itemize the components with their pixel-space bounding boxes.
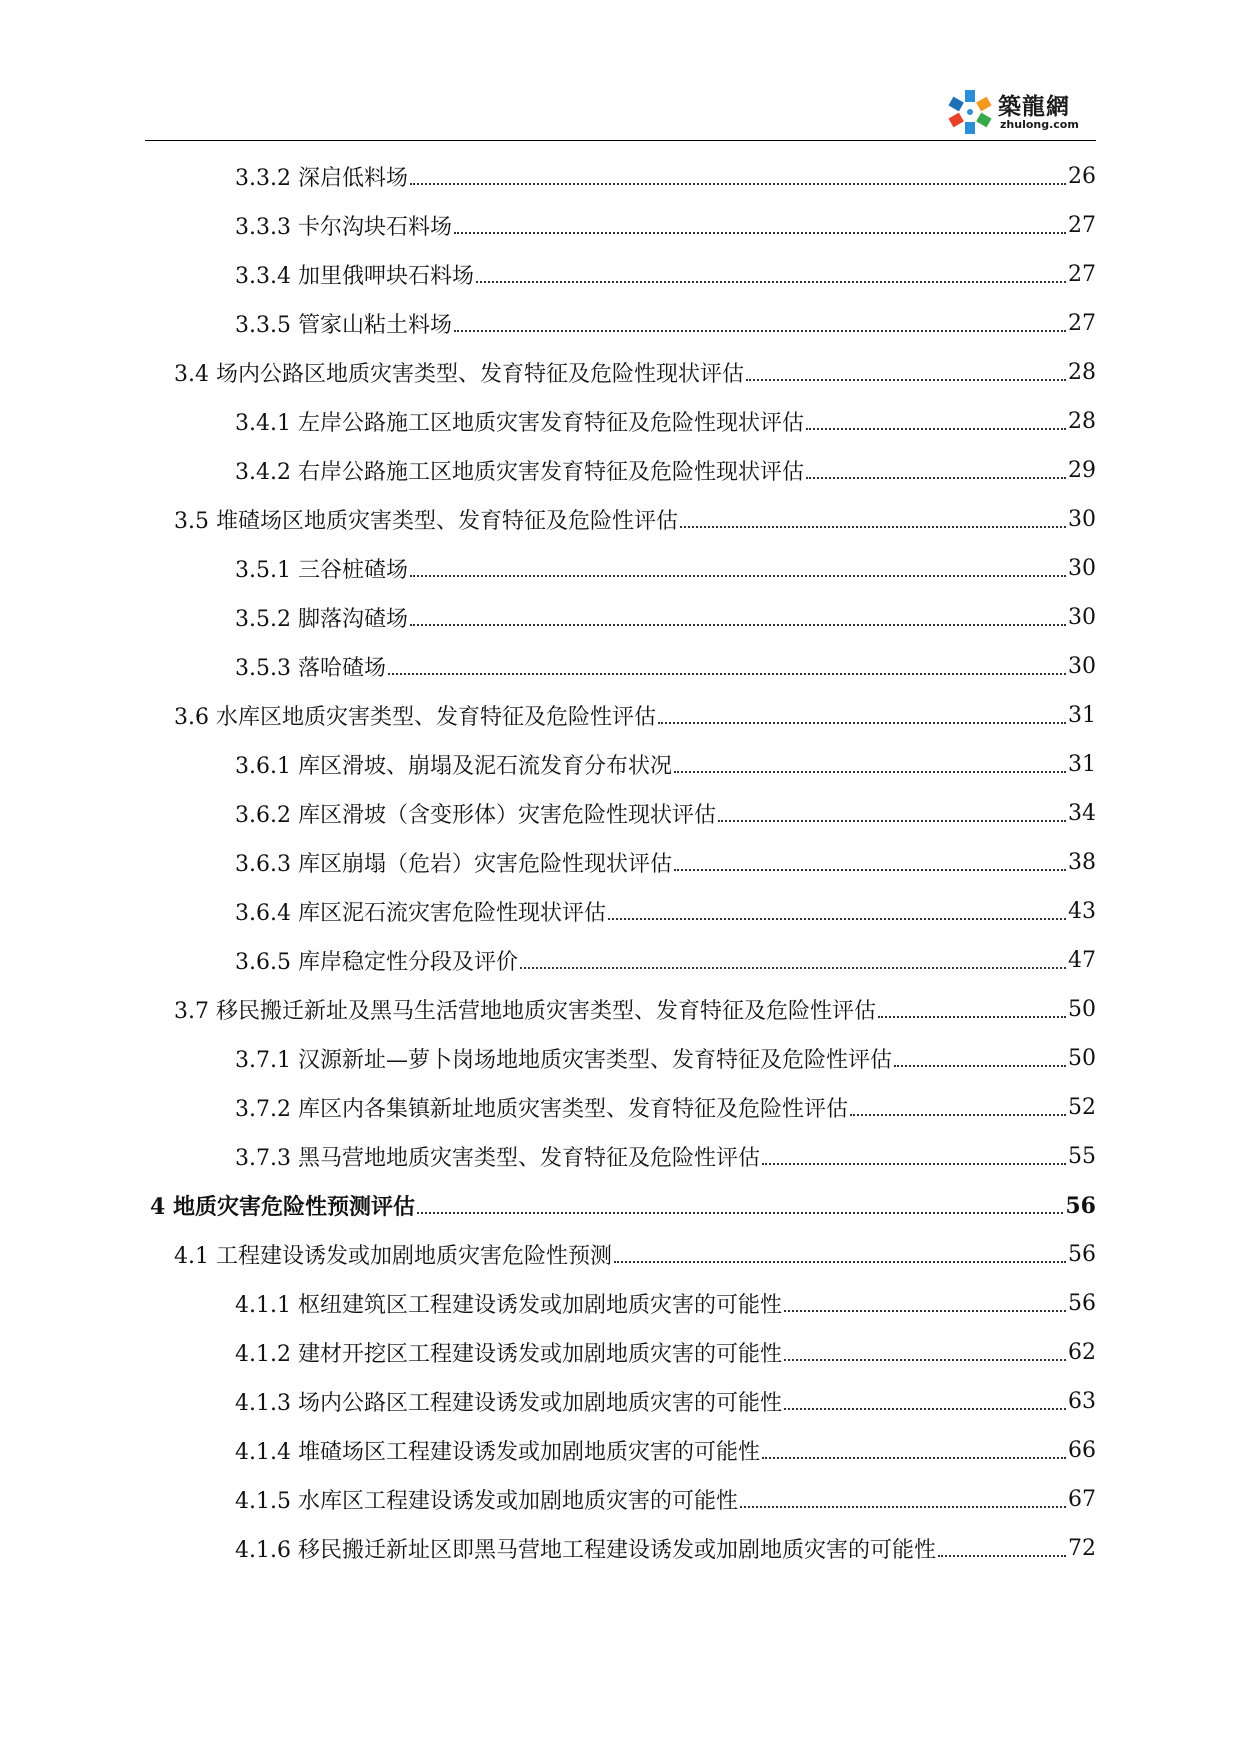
toc-entry-title: 3.6.5 库岸稳定性分段及评价 [235, 950, 518, 975]
toc-entry[interactable] [145, 887, 1096, 936]
toc-entry-page-number: 31 [1068, 752, 1096, 777]
toc-entry-page-number: 27 [1068, 213, 1096, 238]
dot-leader [806, 477, 1066, 479]
toc-entry-page-number: 30 [1068, 507, 1096, 532]
dot-leader [674, 771, 1066, 773]
toc-entry[interactable] [145, 1083, 1096, 1132]
dot-leader [784, 1359, 1066, 1361]
toc-entry-title: 3.6.1 库区滑坡、崩塌及泥石流发育分布状况 [235, 754, 672, 779]
toc-entry-title: 3.5.3 落哈碴场 [235, 656, 386, 681]
logo-domain-text: zhulong.com [1000, 118, 1079, 131]
dot-leader [784, 1310, 1066, 1312]
toc-entry-page-number: 31 [1068, 703, 1096, 728]
toc-entry-title: 3.6.4 库区泥石流灾害危险性现状评估 [235, 901, 606, 926]
dot-leader [454, 232, 1066, 234]
toc-entry[interactable] [145, 642, 1096, 691]
toc-entry-title: 3.4.2 右岸公路施工区地质灾害发育特征及危险性现状评估 [235, 460, 804, 485]
toc-entry-title: 3.5 堆碴场区地质灾害类型、发育特征及危险性评估 [174, 509, 678, 534]
toc-entry-page-number: 38 [1068, 850, 1096, 875]
dot-leader [417, 1212, 1063, 1214]
toc-entry-title: 4.1.4 堆碴场区工程建设诱发或加剧地质灾害的可能性 [235, 1440, 760, 1465]
toc-entry-page-number: 56 [1068, 1242, 1096, 1267]
toc-entry[interactable] [145, 789, 1096, 838]
toc-entry-title: 3.7.1 汉源新址—萝卜岗场地地质灾害类型、发育特征及危险性评估 [235, 1048, 892, 1073]
toc-entry[interactable] [145, 250, 1096, 299]
toc-entry-page-number: 27 [1068, 311, 1096, 336]
toc-entry-page-number: 30 [1068, 605, 1096, 630]
toc-entry-title: 4.1.5 水库区工程建设诱发或加剧地质灾害的可能性 [235, 1489, 738, 1514]
toc-entry-page-number: 28 [1068, 409, 1096, 434]
toc-entry-page-number: 29 [1068, 458, 1096, 483]
dot-leader [658, 722, 1066, 724]
zhulong-logo[interactable] [946, 86, 1096, 136]
dot-leader [762, 1457, 1066, 1459]
toc-entry-page-number: 27 [1068, 262, 1096, 287]
toc-entry[interactable] [145, 1426, 1096, 1475]
dot-leader [454, 330, 1066, 332]
dot-leader [894, 1065, 1066, 1067]
page-header [145, 0, 1096, 142]
dot-leader [410, 575, 1066, 577]
dot-leader [850, 1114, 1066, 1116]
toc-entry-page-number: 43 [1068, 899, 1096, 924]
toc-entry-page-number: 30 [1068, 654, 1096, 679]
toc-entry-title: 4.1.3 场内公路区工程建设诱发或加剧地质灾害的可能性 [235, 1391, 782, 1416]
dot-leader [784, 1408, 1066, 1410]
toc-entry[interactable] [145, 397, 1096, 446]
toc-entry[interactable] [145, 1034, 1096, 1083]
dot-leader [614, 1261, 1066, 1263]
toc-entry-title: 3.7.3 黑马营地地质灾害类型、发育特征及危险性评估 [235, 1146, 760, 1171]
toc-entry-page-number: 66 [1068, 1438, 1096, 1463]
toc-entry[interactable] [145, 1230, 1096, 1279]
toc-entry[interactable] [145, 544, 1096, 593]
toc-entry-page-number: 62 [1068, 1340, 1096, 1365]
toc-entry[interactable] [145, 1279, 1096, 1328]
toc-entry-title: 3.6.2 库区滑坡（含变形体）灾害危险性现状评估 [235, 803, 716, 828]
dot-leader [938, 1555, 1066, 1557]
toc-entry[interactable] [145, 495, 1096, 544]
dot-leader [410, 183, 1066, 185]
dot-leader [520, 967, 1066, 969]
dot-leader [410, 624, 1066, 626]
snowflake-logo-icon [946, 88, 994, 136]
toc-entry[interactable] [145, 1524, 1096, 1573]
toc-entry[interactable] [145, 348, 1096, 397]
toc-entry[interactable] [145, 1377, 1096, 1426]
toc-entry-title: 3.5.2 脚落沟碴场 [235, 607, 408, 632]
toc-entry-title: 4 地质灾害危险性预测评估 [150, 1194, 415, 1220]
toc-entry-title: 3.5.1 三谷桩碴场 [235, 558, 408, 583]
toc-entry[interactable] [145, 985, 1096, 1034]
toc-entry[interactable] [145, 1132, 1096, 1181]
toc-entry[interactable] [145, 593, 1096, 642]
toc-entry-page-number: 55 [1068, 1144, 1096, 1169]
toc-entry-title: 3.4 场内公路区地质灾害类型、发育特征及危险性现状评估 [174, 362, 744, 387]
toc-entry-page-number: 30 [1068, 556, 1096, 581]
table-of-contents [145, 152, 1096, 1573]
toc-entry-page-number: 28 [1068, 360, 1096, 385]
toc-entry[interactable] [145, 299, 1096, 348]
toc-entry[interactable] [145, 446, 1096, 495]
toc-entry-title: 4.1.6 移民搬迁新址区即黑马营地工程建设诱发或加剧地质灾害的可能性 [235, 1538, 936, 1563]
toc-entry[interactable] [145, 1328, 1096, 1377]
dot-leader [680, 526, 1066, 528]
dot-leader [608, 918, 1066, 920]
toc-entry-page-number: 67 [1068, 1487, 1096, 1512]
toc-entry-page-number: 34 [1068, 801, 1096, 826]
toc-entry-title: 3.3.5 管家山粘土料场 [235, 313, 452, 338]
dot-leader [740, 1506, 1066, 1508]
toc-entry-title: 3.7.2 库区内各集镇新址地质灾害类型、发育特征及危险性评估 [235, 1097, 848, 1122]
toc-entry[interactable] [145, 740, 1096, 789]
toc-entry-title: 3.3.4 加里俄呷块石料场 [235, 264, 474, 289]
toc-entry-title: 3.6 水库区地质灾害类型、发育特征及危险性评估 [174, 705, 656, 730]
toc-entry-page-number: 56 [1065, 1192, 1096, 1219]
header-rule [145, 140, 1096, 141]
toc-entry-title: 3.6.3 库区崩塌（危岩）灾害危险性现状评估 [235, 852, 672, 877]
dot-leader [806, 428, 1066, 430]
dot-leader [762, 1163, 1066, 1165]
toc-entry-page-number: 52 [1068, 1095, 1096, 1120]
dot-leader [388, 673, 1066, 675]
toc-entry-page-number: 47 [1068, 948, 1096, 973]
toc-entry-title: 3.4.1 左岸公路施工区地质灾害发育特征及危险性现状评估 [235, 411, 804, 436]
toc-entry-title: 4.1.1 枢纽建筑区工程建设诱发或加剧地质灾害的可能性 [235, 1293, 782, 1318]
toc-entry-title: 3.3.3 卡尔沟块石料场 [235, 215, 452, 240]
toc-entry[interactable] [145, 838, 1096, 887]
toc-entry-page-number: 72 [1068, 1536, 1096, 1561]
toc-entry[interactable] [145, 1475, 1096, 1524]
toc-entry-title: 3.7 移民搬迁新址及黑马生活营地地质灾害类型、发育特征及危险性评估 [174, 999, 876, 1024]
dot-leader [878, 1016, 1066, 1018]
dot-leader [476, 281, 1066, 283]
logo-chinese-text: 築龍網 [998, 94, 1070, 120]
toc-entry-page-number: 50 [1068, 997, 1096, 1022]
toc-entry-page-number: 63 [1068, 1389, 1096, 1414]
toc-entry-page-number: 50 [1068, 1046, 1096, 1071]
dot-leader [746, 379, 1066, 381]
toc-entry[interactable] [145, 1181, 1096, 1230]
toc-entry-title: 4.1 工程建设诱发或加剧地质灾害危险性预测 [174, 1244, 612, 1269]
toc-entry-title: 4.1.2 建材开挖区工程建设诱发或加剧地质灾害的可能性 [235, 1342, 782, 1367]
toc-entry[interactable] [145, 152, 1096, 201]
toc-entry[interactable] [145, 936, 1096, 985]
toc-entry-page-number: 26 [1068, 164, 1096, 189]
toc-entry-page-number: 56 [1068, 1291, 1096, 1316]
toc-entry[interactable] [145, 201, 1096, 250]
toc-entry[interactable] [145, 691, 1096, 740]
dot-leader [718, 820, 1066, 822]
dot-leader [674, 869, 1066, 871]
toc-entry-title: 3.3.2 深启低料场 [235, 166, 408, 191]
